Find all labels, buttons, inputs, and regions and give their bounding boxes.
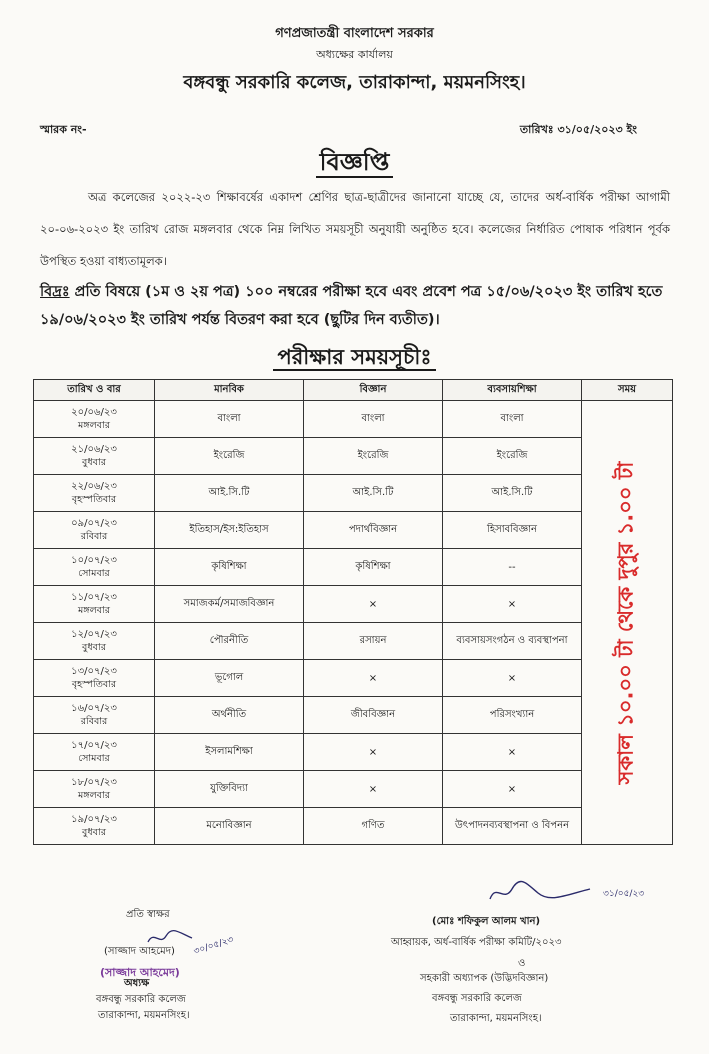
principal-stamp: (সাজ্জাদ আহমেদ) xyxy=(100,966,180,979)
schedule-title: পরীক্ষার সময়সূচীঃ xyxy=(0,341,709,376)
row-day: বুধবার xyxy=(82,827,106,838)
row-date: ১৩/০৭/২৩ xyxy=(71,666,117,677)
cell-date-day xyxy=(34,697,155,734)
cell-date-day xyxy=(34,586,155,623)
cell-business: ইংরেজি xyxy=(443,438,582,475)
table-row xyxy=(34,808,673,845)
cell-humanities: কৃষিশিক্ষা xyxy=(155,549,304,586)
cell-humanities: ইংরেজি xyxy=(155,438,304,475)
cell-science: × xyxy=(304,586,443,623)
table-row xyxy=(34,660,673,697)
cell-date-day xyxy=(34,512,155,549)
cell-business: × xyxy=(443,660,582,697)
principal-college: বঙ্গবন্ধু সরকারি কলেজ xyxy=(96,994,186,1005)
notice-title: বিজ্ঞপ্তি xyxy=(0,144,709,184)
row-day: বৃহস্পতিবার xyxy=(71,679,117,690)
header-humanities: মানবিক xyxy=(155,380,304,401)
college-heading: বঙ্গবন্ধু সরকারি কলেজ, তারাকান্দা, ময়মনসিংহ। xyxy=(183,72,526,93)
cell-science: পদার্থবিজ্ঞান xyxy=(304,512,443,549)
convener-designation: সহকারী অধ্যাপক (উদ্ভিদবিজ্ঞান) xyxy=(420,973,549,984)
cell-date-day xyxy=(34,623,155,660)
row-date: ১৬/০৭/২৩ xyxy=(71,703,117,714)
convener-signature xyxy=(486,877,596,909)
note-text: প্রতি বিষয়ে (১ম ও ২য় পত্র) ১০০ নম্বরের পরীক্ষা হবে এবং প্রবেশ পত্র ১৫/০৬/২০২৩ ইং তারিখ হতে ১৯/০৬/২০২৩ ইং তারিখ পর্যন্ত বিতরণ করা হবে (ছুটির দিন ব্যতীত)। xyxy=(40,284,663,328)
table-header-row xyxy=(34,380,673,401)
office-heading: অধ্যক্ষের কার্যালয় xyxy=(316,48,393,61)
cell-science: গণিত xyxy=(304,808,443,845)
row-day: বুধবার xyxy=(82,457,106,468)
notice-date: তারিখঃ ৩১/০৫/২০২৩ ইং xyxy=(519,123,637,136)
row-date: ১২/০৭/২৩ xyxy=(71,629,117,640)
table-row xyxy=(34,401,673,438)
exam-time-text: সকাল ১০.০০ টা থেকে দুপুর ১.০০ টা xyxy=(613,461,638,784)
cell-humanities: মনোবিজ্ঞান xyxy=(155,808,304,845)
cell-business: হিসাববিজ্ঞান xyxy=(443,512,582,549)
table-row xyxy=(34,734,673,771)
table-row xyxy=(34,623,673,660)
cell-science: আই.সি.টি xyxy=(304,475,443,512)
row-date: ১০/০৭/২৩ xyxy=(71,555,117,566)
row-date: ২২/০৬/২৩ xyxy=(71,481,117,492)
signature-mark xyxy=(486,877,596,905)
table-row xyxy=(34,475,673,512)
cell-science: × xyxy=(304,771,443,808)
cell-humanities: বাংলা xyxy=(155,401,304,438)
cell-humanities: অর্থনীতি xyxy=(155,697,304,734)
row-day: মঙ্গলবার xyxy=(78,605,110,616)
cell-humanities: ভূগোল xyxy=(155,660,304,697)
table-row xyxy=(34,549,673,586)
table-row xyxy=(34,438,673,475)
cell-humanities: ইতিহাস/ইস:ইতিহাস xyxy=(155,512,304,549)
cell-business: × xyxy=(443,734,582,771)
cell-science: × xyxy=(304,734,443,771)
row-day: বুধবার xyxy=(82,642,106,653)
row-date: ১১/০৭/২৩ xyxy=(71,592,117,603)
table-row xyxy=(34,512,673,549)
cell-business: × xyxy=(443,586,582,623)
cell-date-day xyxy=(34,401,155,438)
cell-science: কৃষিশিক্ষা xyxy=(304,549,443,586)
cell-business: × xyxy=(443,771,582,808)
convener-and: ও xyxy=(518,958,526,969)
row-day: মঙ্গলবার xyxy=(78,790,110,801)
government-heading: গণপ্রজাতন্ত্রী বাংলাদেশ সরকার xyxy=(275,26,434,41)
cell-business: উৎপাদনব্যবস্থাপনা ও বিপনন xyxy=(443,808,582,845)
header-time: সময় xyxy=(582,380,673,401)
cell-science: জীববিজ্ঞান xyxy=(304,697,443,734)
principal-title: অধ্যক্ষ xyxy=(124,978,150,989)
cell-date-day xyxy=(34,660,155,697)
convener-name: (মোঃ শফিকুল আলম খান) xyxy=(432,916,541,927)
cell-humanities: যুক্তিবিদ্যা xyxy=(155,771,304,808)
cell-humanities: সমাজকর্ম/সমাজবিজ্ঞান xyxy=(155,586,304,623)
cell-humanities: আই.সি.টি xyxy=(155,475,304,512)
cell-science: ইংরেজি xyxy=(304,438,443,475)
cell-business: ব্যবসায়সংগঠন ও ব্যবস্থাপনা xyxy=(443,623,582,660)
table-row xyxy=(34,586,673,623)
table-row xyxy=(34,771,673,808)
notice-body: অত্র কলেজের ২০২২-২৩ শিক্ষাবর্ষের একাদশ শ্রেণির ছাত্র-ছাত্রীদের জানানো যাচ্ছে যে, তাদের অর্ধ-বার্ষিক পরীক্ষা আগামী ২০-০৬-২০২৩ ইং তারিখ রোজ মঙ্গলবার থেকে নিম্ন লিখিত সময়সূচী অনুযায়ী অনুষ্ঠিত হবে। কলেজের নির্ধারিত পোষাক পরিধান পূর্বক উপস্থিত হওয়া বাধ্যতামূলক। xyxy=(40,190,670,268)
header-science: বিজ্ঞান xyxy=(304,380,443,401)
note-paragraph xyxy=(40,278,670,334)
row-date: ২১/০৬/২৩ xyxy=(71,444,117,455)
row-day: সোমবার xyxy=(78,568,110,579)
convener-college: বঙ্গবন্ধু সরকারি কলেজ xyxy=(432,993,522,1004)
row-date: ২০/০৬/২৩ xyxy=(71,407,117,418)
row-day: বৃহস্পতিবার xyxy=(71,494,117,505)
row-day: রবিবার xyxy=(80,531,108,542)
row-day: সোমবার xyxy=(78,753,110,764)
row-date: ১৭/০৭/২৩ xyxy=(71,740,117,751)
table-row xyxy=(34,697,673,734)
cell-date-day xyxy=(34,475,155,512)
row-day: মঙ্গলবার xyxy=(78,420,110,431)
header-business: ব্যবসায়শিক্ষা xyxy=(443,380,582,401)
cell-date-day xyxy=(34,771,155,808)
cell-science: × xyxy=(304,660,443,697)
principal-place: তারাকান্দা, ময়মনসিংহ। xyxy=(98,1010,190,1021)
cell-business: পরিসংখ্যান xyxy=(443,697,582,734)
cell-business: -- xyxy=(443,549,582,586)
cell-business: বাংলা xyxy=(443,401,582,438)
cell-date-day xyxy=(34,438,155,475)
convener-sign-date: ৩১/০৫/২৩ xyxy=(603,889,645,899)
header-date-day: তারিখ ও বার xyxy=(34,380,155,401)
principal-sign-date: ৩০/০৫/২৩ xyxy=(192,934,235,958)
convener-role: আহ্বায়ক, অর্ধ-বার্ষিক পরীক্ষা কমিটি/২০২৩ xyxy=(391,937,562,948)
cell-science: বাংলা xyxy=(304,401,443,438)
note-label: বিদ্রঃ xyxy=(40,284,70,300)
memo-number-label: স্মারক নং- xyxy=(40,123,87,136)
cell-date-day xyxy=(34,549,155,586)
cell-date-day xyxy=(34,808,155,845)
row-date: ০৯/০৭/২৩ xyxy=(71,518,117,529)
row-day: রবিবার xyxy=(80,716,108,727)
cell-date-day xyxy=(34,734,155,771)
countersign-label: প্রতি স্বাক্ষর xyxy=(126,909,170,920)
row-date: ১৯/০৭/২৩ xyxy=(71,814,117,825)
cell-humanities: ইসলামশিক্ষা xyxy=(155,734,304,771)
principal-name: (সাজ্জাদ আহমেদ) xyxy=(104,946,175,957)
convener-place: তারাকান্দা, ময়মনসিংহ। xyxy=(450,1013,542,1024)
cell-science: রসায়ন xyxy=(304,623,443,660)
cell-business: আই.সি.টি xyxy=(443,475,582,512)
cell-humanities: পৌরনীতি xyxy=(155,623,304,660)
exam-schedule-table xyxy=(33,379,673,845)
cell-exam-time xyxy=(582,401,673,845)
row-date: ১৮/০৭/২৩ xyxy=(71,777,117,788)
